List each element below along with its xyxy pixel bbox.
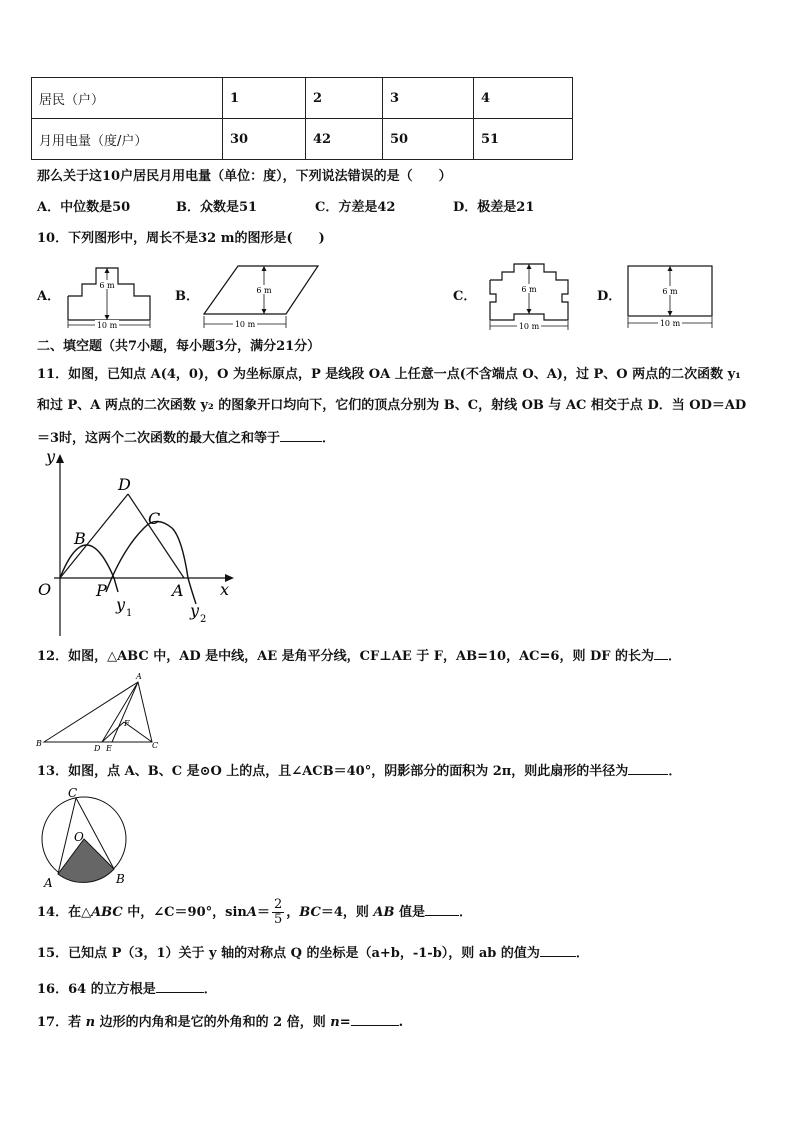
q14-post1: ， <box>286 905 300 920</box>
table-cell: 4 <box>474 78 573 119</box>
axis-x-label: x <box>220 580 230 599</box>
q9-option-a: A．中位数是50 <box>37 200 131 215</box>
table-cell: 42 <box>306 119 383 160</box>
table-cell: 1 <box>223 78 306 119</box>
q10-label-c: C． <box>453 289 477 304</box>
q17-post: = <box>339 1015 351 1030</box>
q9-option-d: D．极差是21 <box>453 200 535 215</box>
q11-line2: 和过 P、A 两点的二次函数 y₂ 的图象开口均向下，它们的顶点分别为 B、C，射线 OB 与 AC 相交于点 D．当 OD＝AD <box>37 398 747 413</box>
section-heading: 二、填空题（共7小题，每小题3分，满分21分） <box>37 339 321 354</box>
dim-height-label: 6 m <box>99 281 115 290</box>
dim-height-label: 6 m <box>521 285 537 294</box>
figure-c-cross-shape <box>484 260 580 332</box>
q17-line: 17．若 n 边形的内角和是它的外角和的 2 倍，则 n= . <box>37 1012 403 1032</box>
answer-blank[interactable] <box>156 979 204 993</box>
answer-blank[interactable] <box>540 943 576 957</box>
q14-bc: BC <box>299 905 321 920</box>
point-p-label: P <box>96 581 107 600</box>
q10-stem: 10．下列图形中，周长不是32 m的图形是( ) <box>37 231 325 246</box>
answer-blank[interactable] <box>628 761 668 775</box>
q12-text: 12．如图，△ABC 中，AD 是中线，AE 是角平分线，CF⊥AE 于 F，AB=10，AC=6，则 DF 的长为 <box>37 649 654 664</box>
q14-pre: 14．在△ <box>37 905 92 920</box>
dim-height-label: 6 m <box>662 287 678 296</box>
answer-blank[interactable] <box>280 428 322 442</box>
q14-angle-a: A <box>246 905 257 920</box>
figure-d-rectangle <box>624 262 716 332</box>
q17-n: n <box>85 1015 96 1030</box>
point-c-label: C <box>148 509 161 528</box>
q17-n2: n <box>330 1015 340 1030</box>
point-d-label: D <box>94 744 101 753</box>
q14-fraction <box>272 898 284 927</box>
point-a-label: A <box>136 672 142 681</box>
figure-b-parallelogram <box>200 262 324 332</box>
point-c-label: C <box>152 741 159 750</box>
q11-line3: ＝3时，这两个二次函数的最大值之和等于 <box>37 431 281 446</box>
point-o-label: O <box>38 580 52 599</box>
table-cell: 30 <box>223 119 306 160</box>
q12-triangle-figure <box>36 670 166 754</box>
q17-mid: 边形的内角和是它的外角和的 2 倍，则 <box>95 1015 331 1030</box>
dim-width-label: 10 m <box>234 320 256 329</box>
q14-post3: 值是 <box>394 905 426 920</box>
figure-a-stepped-shape <box>62 258 158 330</box>
point-b-label: B <box>74 529 86 548</box>
answer-blank[interactable] <box>654 646 668 660</box>
table-cell: 月用电量（度/户） <box>32 119 223 160</box>
point-d-label: D <box>118 475 131 494</box>
curve-y1-subscript: 1 <box>126 608 133 619</box>
curve-y2-subscript: 2 <box>200 614 207 625</box>
q10-label-a: A． <box>37 289 61 304</box>
fraction-numerator: 2 <box>273 897 283 912</box>
q13-circle-figure <box>36 785 132 889</box>
point-b-label: B <box>116 872 125 886</box>
q10-label-b: B． <box>175 289 199 304</box>
answer-blank[interactable] <box>425 902 459 916</box>
point-c-label: C <box>68 786 78 800</box>
dim-height-label: 6 m <box>256 286 272 295</box>
dim-width-label: 10 m <box>518 322 540 331</box>
q14-post2: ＝4，则 <box>320 905 374 920</box>
axis-y-label: y <box>46 450 56 466</box>
q17-pre: 17．若 <box>37 1015 86 1030</box>
dim-width-label: 10 m <box>96 321 118 330</box>
q14-mid: 中，∠C＝90°，sin <box>122 905 247 920</box>
point-o-label: O <box>74 830 84 844</box>
q11-line1: 11．如图，已知点 A(4，0)，O 为坐标原点，P 是线段 OA 上任意一点(不含端点 O、A)，过 P、O 两点的二次函数 y₁ <box>37 367 741 382</box>
table-row <box>32 78 573 119</box>
table-cell: 2 <box>306 78 383 119</box>
answer-blank[interactable] <box>351 1012 399 1026</box>
q14-ab: AB <box>373 905 395 920</box>
electricity-table <box>31 77 573 160</box>
q15-text: 15．已知点 P（3，1）关于 y 轴的对称点 Q 的坐标是（a+b，-1-b），则 ab 的值为 <box>37 946 540 961</box>
q13-text: 13．如图，点 A、B、C 是⊙O 上的点，且∠ACB＝40°，阴影部分的面积为 2π，则此扇形的半径为 <box>37 764 629 779</box>
q16-text: 16．64 的立方根是 <box>37 982 156 997</box>
curve-y2-label: y <box>190 601 200 620</box>
q9-option-c: C．方差是42 <box>315 200 396 215</box>
q11-parabola-figure <box>32 450 242 640</box>
point-a-label: A <box>44 876 53 889</box>
q10-label-d: D． <box>597 289 622 304</box>
fraction-denominator: 5 <box>273 912 283 927</box>
point-e-label: E <box>106 744 112 753</box>
q14-eq: ＝ <box>256 905 270 920</box>
table-cell: 3 <box>383 78 474 119</box>
table-cell: 50 <box>383 119 474 160</box>
point-a-label: A <box>172 581 184 600</box>
table-cell: 居民（户） <box>32 78 223 119</box>
table-cell: 51 <box>474 119 573 160</box>
q9-option-b: B．众数是51 <box>176 200 258 215</box>
q14-line: 14．在△ABC 中，∠C＝90°，sinA＝ $\frac{2}{5}$ ，BC＝4，则 AB 值是 ． <box>37 897 473 927</box>
point-b-label: B <box>36 739 42 748</box>
q14-abc: ABC <box>91 905 123 920</box>
q9-stem: 那么关于这10户居民月用电量（单位：度），下列说法错误的是（ ） <box>37 169 452 184</box>
table-row <box>32 119 573 160</box>
curve-y1-label: y <box>116 595 126 614</box>
point-f-label: F <box>124 719 130 728</box>
dim-width-label: 10 m <box>659 319 681 328</box>
